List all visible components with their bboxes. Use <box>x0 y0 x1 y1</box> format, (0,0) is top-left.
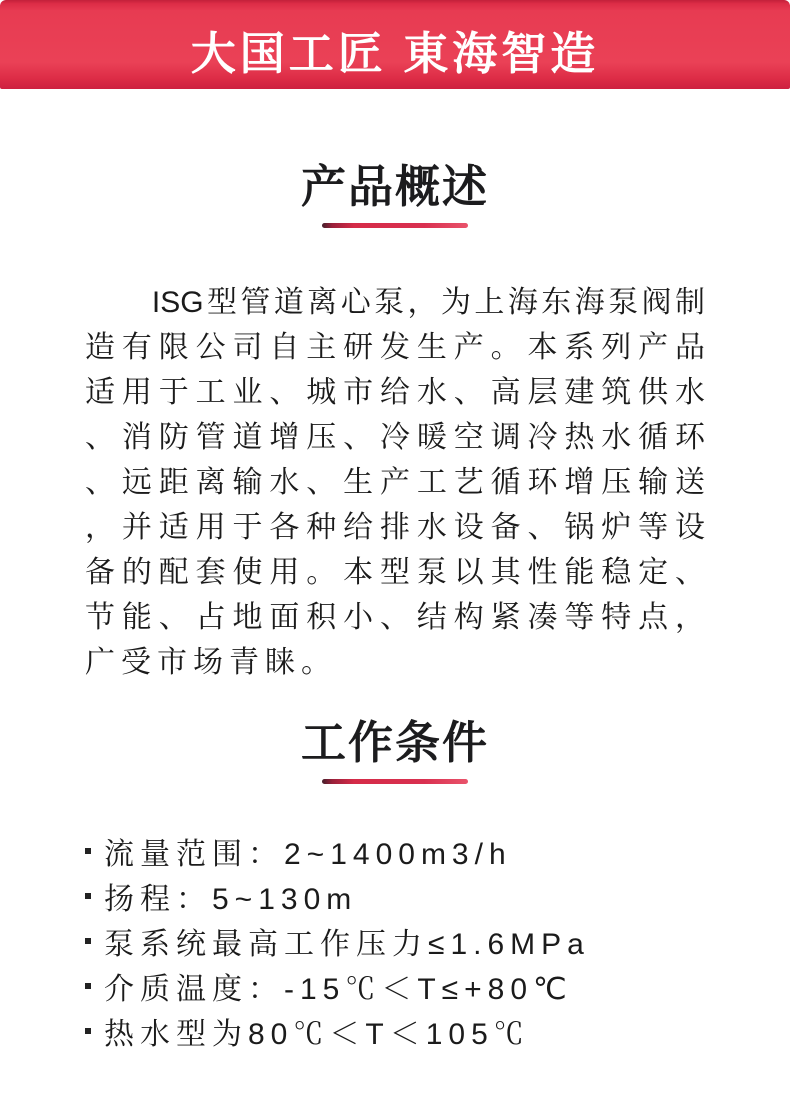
bullet-marker <box>85 893 91 899</box>
paragraph-line: ISG型管道离心泵，为上海东海泵阀制 <box>85 286 705 319</box>
list-item <box>85 873 790 918</box>
spec-text: 热水型为80℃＜T＜105℃ <box>104 1017 530 1051</box>
paragraph-line: 备的配套使用。本型泵以其性能稳定、 <box>85 556 705 589</box>
banner-title: 大国工匠 東海智造 <box>190 27 600 79</box>
paragraph-line: 广受市场青睐。 <box>85 646 337 679</box>
paragraph-line: 、远距离输水、生产工艺循环增压输送 <box>85 466 705 499</box>
spec-text: 泵系统最高工作压力≤1.6MPa <box>104 927 590 961</box>
overview-section-title: 产品概述 <box>300 161 489 212</box>
bullet-marker <box>85 848 91 854</box>
brand-banner <box>0 0 790 89</box>
bullet-marker <box>85 983 91 989</box>
working-conditions-section-title: 工作条件 <box>300 717 489 768</box>
paragraph-line: ，并适用于各种给排水设备、锅炉等设 <box>85 511 705 544</box>
title-underline <box>322 223 468 228</box>
paragraph-line: 造有限公司自主研发生产。本系列产品 <box>85 331 705 364</box>
list-item <box>85 963 790 1008</box>
spec-list <box>0 828 790 1053</box>
section-working-conditions <box>0 717 790 1053</box>
paragraph-line: 、消防管道增压、冷暖空调冷热水循环 <box>85 421 705 454</box>
bullet-marker <box>85 938 91 944</box>
section-overview <box>0 161 790 685</box>
title-underline <box>322 779 468 784</box>
spec-text: 流量范围：2~1400m3/h <box>104 837 512 871</box>
list-item <box>85 828 790 873</box>
bullet-marker <box>85 1028 91 1034</box>
list-item <box>85 1008 790 1053</box>
paragraph-line: 适用于工业、城市给水、高层建筑供水 <box>85 376 705 409</box>
list-item <box>85 918 790 963</box>
spec-text: 介质温度：-15℃＜T≤+80℃ <box>104 972 573 1006</box>
overview-paragraph <box>85 280 705 685</box>
spec-text: 扬程：5~130m <box>104 882 358 916</box>
paragraph-line: 节能、占地面积小、结构紧凑等特点， <box>85 601 705 634</box>
